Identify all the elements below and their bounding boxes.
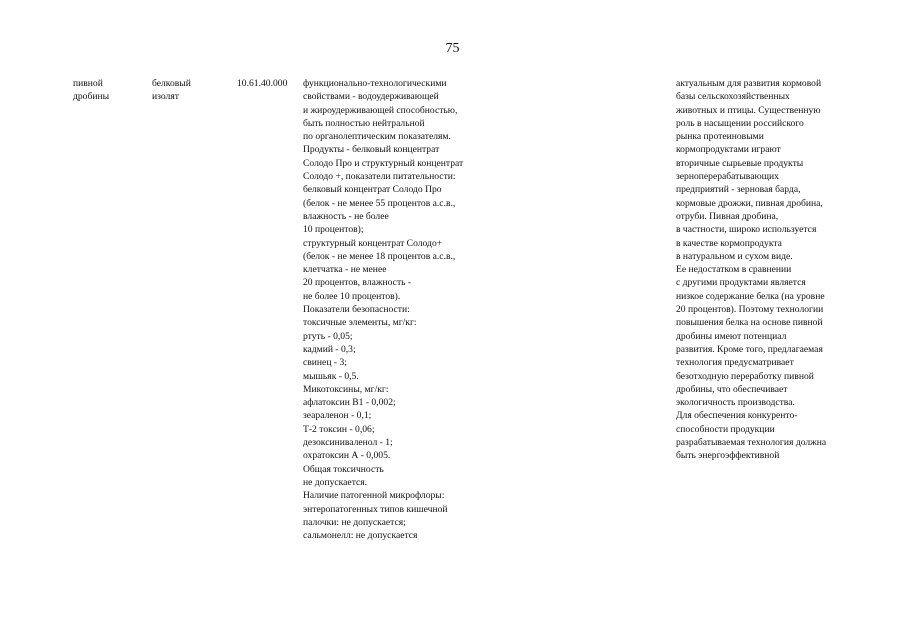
text-line: с другими продуктами является [676, 277, 806, 289]
text-line: низкое содержание белка (на уровне [676, 290, 825, 302]
text-line: в натуральном и сухом виде. [676, 250, 793, 262]
text-line: влажность - не более [303, 210, 389, 222]
text-line: вторичные сырьевые продукты [676, 157, 804, 169]
text-line: не более 10 процентов). [303, 290, 401, 302]
text-line: Общая токсичность [303, 463, 384, 475]
text-line: в качестве кормопродукта [676, 237, 782, 249]
text-line: зерноперерабатывающих [676, 171, 779, 183]
text-line: Для обеспечения конкуренто- [676, 410, 798, 422]
text-line: отруби. Пивная дробина, [676, 210, 779, 222]
text-line: зеараленон - 0,1; [303, 410, 372, 422]
page-number: 75 [445, 41, 460, 56]
text-line: мышьяк - 0,5. [303, 370, 359, 382]
text-line: 20 процентов). Поэтому технологии [676, 304, 824, 316]
text-line: дезоксиниваленол - 1; [303, 437, 393, 449]
text-line: дробины [73, 91, 110, 103]
text-line: рынка протеиновыми [676, 131, 764, 143]
text-line: дробины, что обеспечивает [676, 383, 788, 395]
text-line: Наличие патогенной микрофлоры: [303, 490, 445, 502]
text-line: роль в насыщении российского [676, 117, 804, 129]
text-line: белковый концентрат Солодо Про [303, 184, 442, 196]
text-line: токсичные элементы, мг/кг: [303, 317, 417, 329]
text-line: повышения белка на основе пивной [676, 317, 823, 329]
text-line: технология предусматривает [676, 357, 794, 369]
code-cell [237, 77, 287, 90]
text-line: кадмий - 0,3; [303, 343, 356, 355]
text-line: Солодо Про и структурный концентрат [303, 157, 464, 169]
text-line: кормовые дрожжи, пивная дробина, [676, 197, 823, 209]
text-line: энтеропатогенных типов кишечной [303, 503, 448, 515]
text-line: базы сельскохозяйственных [676, 91, 790, 103]
text-line: актуальным для развития кормовой [676, 78, 822, 89]
text-line: 20 процентов, влажность - [303, 277, 412, 289]
text-line: (белок - не менее 18 процентов а.с.в., [303, 250, 456, 262]
text-line: и жироудерживающей способностью, [303, 104, 458, 116]
text-line: белковый [152, 78, 191, 89]
text-line: кормопродуктами играют [676, 144, 781, 156]
text-line: быть энергоэффективной [676, 450, 780, 462]
text-line: охратоксин А - 0,005. [303, 450, 391, 462]
text-line: (белок - не менее 55 процентов а.с.в., [303, 197, 456, 209]
text-line: Микотоксины, мг/кг: [303, 383, 389, 395]
text-line: Продукты - белковый концентрат [303, 144, 440, 156]
text-line: Ее недостатком в сравнении [676, 264, 792, 276]
characteristics-cell [303, 77, 463, 542]
text-line: свинец - 3; [303, 357, 347, 369]
text-line: не допускается. [303, 476, 368, 488]
text-line: клетчатка - не менее [303, 264, 387, 276]
text-line: быть полностью нейтральной [303, 117, 425, 129]
text-line: развития. Кроме того, предлагаемая [676, 343, 823, 355]
text-line: пивной [73, 78, 103, 89]
text-line: животных и птицы. Существенную [676, 104, 821, 116]
text-line: в частности, широко используется [676, 224, 817, 236]
text-line: безотходную переработку пивной [676, 370, 814, 382]
text-line: Солодо +, показатели питательности: [303, 171, 456, 183]
text-line: 10 процентов); [303, 224, 364, 236]
text-line: способности продукции [676, 423, 775, 435]
text-line: ртуть - 0,05; [303, 330, 353, 342]
text-line: свойствами - водоудерживающей [303, 91, 439, 103]
text-line: афлатоксин В1 - 0,002; [303, 397, 396, 409]
text-line: палочки: не допускается; [303, 516, 406, 528]
text-line: разрабатываемая технология должна [676, 437, 827, 449]
text-line: экологичность производства. [676, 397, 795, 409]
text-line: дробины имеют потенциал [676, 330, 787, 342]
text-line: Т-2 токсин - 0,06; [303, 423, 375, 435]
text-line: Показатели безопасности: [303, 304, 410, 316]
text-line: изолят [152, 91, 179, 103]
raw-material-cell [73, 77, 109, 104]
text-line: 10.61.40.000 [237, 78, 288, 89]
text-line: сальмонелл: не допускается [303, 530, 418, 542]
text-line: предприятий - зерновая барда, [676, 184, 801, 196]
product-cell [152, 77, 191, 104]
justification-cell [676, 77, 826, 463]
text-line: по органолептическим показателям. [303, 131, 451, 143]
text-line: структурный концентрат Солодо+ [303, 237, 443, 249]
text-line: функционально-технологическими [303, 78, 447, 89]
